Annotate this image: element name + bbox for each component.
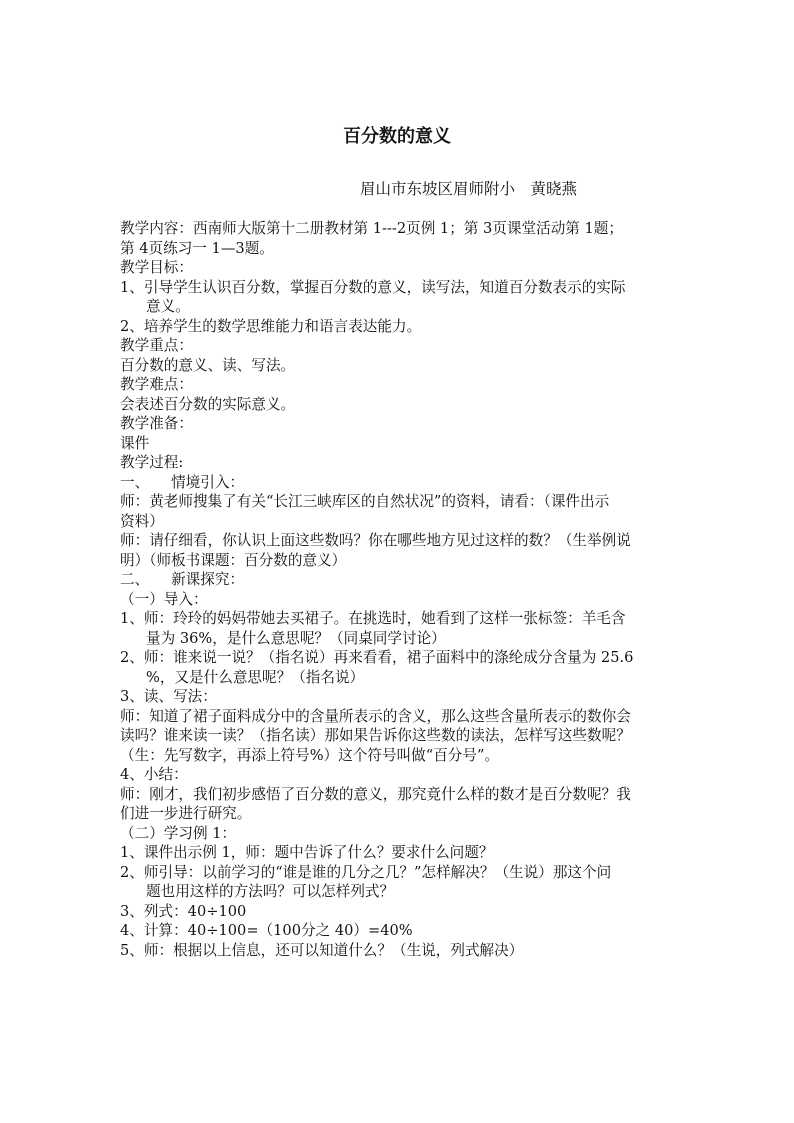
document-title: 百分数的意义 — [343, 126, 451, 147]
body-line: 百分数的意义、读、写法。 — [120, 356, 296, 374]
body-line: 4、计算：40÷100=（100分之 40）=40% — [120, 922, 413, 939]
body-line: 明）（师板书课题：百分数的意义） — [120, 551, 347, 569]
document-body — [120, 219, 680, 960]
section-heading: （二）学习例 1： — [120, 824, 237, 842]
body-line: 会表述百分数的实际意义。 — [120, 395, 296, 413]
body-line: 第 4页练习一 1—3题。 — [120, 239, 274, 257]
body-line: 量为 36%，是什么意思呢？（同桌同学讨论） — [146, 629, 446, 647]
section-heading: （一）导入： — [120, 590, 208, 608]
body-line: 5、师：根据以上信息，还可以知道什么？（生说，列式解决） — [120, 941, 524, 959]
body-line: 课件 — [120, 434, 150, 452]
section-heading: 教学准备： — [120, 415, 193, 432]
section-heading: 二、 新课探究： — [120, 571, 245, 588]
body-line: 师：黄老师搜集了有关“长江三峡库区的自然状况”的资料，请看：（课件出示 — [120, 493, 610, 510]
body-line: 1、师：玲玲的妈妈带她去买裙子。在挑选时，她看到了这样一张标签：羊毛含 — [120, 610, 626, 627]
body-line: 师：请仔细看，你认识上面这些数吗？你在哪些地方见过这样的数？（生举例说 — [120, 532, 631, 549]
body-line: 1、课件出示例 1，师：题中告诉了什么？要求什么问题？ — [120, 844, 494, 861]
body-line: 1、引导学生认识百分数，掌握百分数的意义，读写法，知道百分数表示的实际 — [120, 278, 626, 296]
body-line: %，又是什么意思呢？（指名说） — [146, 668, 365, 686]
section-heading: 4、小结： — [120, 766, 188, 783]
body-line: 读吗？谁来读一读？（指名读）那如果告诉你这些数的读法，怎样写这些数呢？ — [120, 727, 631, 744]
section-heading: 3、读、写法： — [120, 688, 217, 705]
section-heading: 教学重点： — [120, 337, 193, 354]
body-line: 题也用这样的方法吗？可以怎样列式？ — [146, 883, 395, 900]
body-line: 师：刚才，我们初步感悟了百分数的意义，那究竟什么样的数才是百分数呢？我 — [120, 785, 631, 803]
body-line: 2、师引导：以前学习的“谁是谁的几分之几？”怎样解决？（生说）那这个问 — [120, 863, 612, 881]
body-line: 师：知道了裙子面料成分中的含量所表示的含义，那么这些含量所表示的数你会 — [120, 707, 631, 725]
body-line: （生：先写数字，再添上符号%）这个符号叫做“百分号”。 — [120, 746, 500, 764]
body-line: 意义。 — [146, 298, 190, 315]
body-line: 教学内容：西南师大版第十二册教材第 1---2页例 1；第 3页课堂活动第 1题； — [120, 220, 623, 237]
body-line: 2、培养学生的数学思维能力和语言表达能力。 — [120, 317, 422, 335]
body-line: 们进一步进行研究。 — [120, 805, 252, 822]
section-heading: 教学过程: — [120, 454, 184, 471]
section-heading: 教学目标： — [120, 259, 193, 276]
body-line: 资料） — [120, 512, 164, 530]
body-line: 2、师：谁来说一说？（指名说）再来看看，裙子面料中的涤纶成分含量为 25.6 — [120, 649, 634, 666]
author-line: 眉山市东坡区眉师附小 黄晓燕 — [360, 180, 578, 198]
section-heading: 一、 情境引入： — [120, 473, 245, 491]
body-line: 3、列式：40÷100 — [120, 902, 247, 920]
section-heading: 教学难点： — [120, 376, 193, 393]
